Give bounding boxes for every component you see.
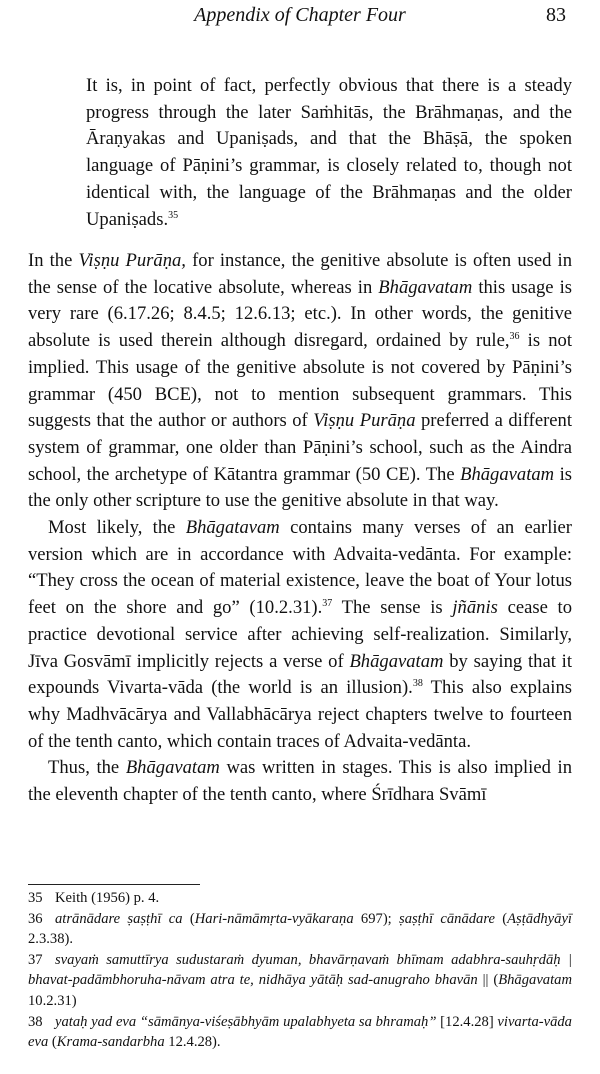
italic-span: Viṣṇu Purāṇa,	[78, 250, 186, 271]
text-span: is not implied. This usage of the genitive absolute is not covered by Pāṇini’s grammar (450 BCE), not to mention subsequent grammars. This suggests that the author or authors of	[28, 330, 572, 432]
text-span: cease to practice devotional service after achieving self-realization. Similarly, Jīva Gosvāmī implicitly rejects a verse of	[28, 597, 573, 672]
italic-span: Bhāgatavam	[185, 517, 280, 539]
footnote-italic-span: yataḥ yad eva “sāmānya-viśeṣābhyām upalabhyeta sa bhramaḥ”	[55, 1013, 437, 1030]
footnote-text-span: (	[48, 1034, 57, 1051]
italic-span: Viṣṇu Purāṇa	[313, 410, 416, 432]
paragraph-3	[28, 755, 572, 808]
footnote-ref-38: 38	[412, 678, 423, 690]
text-span: This also explains why Madhvācārya and Vallabhācārya reject chapters twelve to fourteen of the tenth canto, which contain traces of Advaita-vedānta.	[28, 677, 572, 752]
text-span: is the only other scripture to use the genitive absolute in that way.	[28, 463, 572, 512]
footnote-37	[28, 950, 572, 1012]
text-span: The sense is	[332, 597, 453, 619]
footnote-text-span: 2.3.38).	[28, 931, 73, 948]
footnote-text-span: (	[182, 910, 195, 927]
footnote-text-span: 12.4.28).	[164, 1034, 221, 1051]
italic-span: Bhāgavatam	[460, 463, 555, 485]
italic-span: jñānis	[452, 597, 498, 619]
footnote-38	[28, 1012, 572, 1053]
footnote-italic-span: atrānādare ṣaṣṭhī ca	[55, 910, 183, 927]
paragraph-1	[28, 248, 572, 515]
footnote-italic-span: Bhāgavatam	[498, 972, 572, 989]
text-span: preferred a different system of grammar, one older than Pāṇini’s school, such as the Aindra school, the archetype of Kātantra grammar (50 CE). The	[28, 410, 573, 485]
footnote-italic-span: Aṣṭādhyāyī	[507, 910, 572, 927]
footnote-number: 37	[28, 951, 43, 968]
page-header	[0, 4, 600, 30]
footnotes	[28, 888, 572, 1053]
footnote-italic-span: Krama-sandarbha	[56, 1034, 165, 1051]
footnote-text-span: 10.2.31)	[28, 992, 77, 1009]
footnote-ref-37: 37	[322, 597, 333, 609]
footnote-text-span: (	[494, 910, 508, 927]
footnote-text-span: || (	[477, 972, 499, 989]
text-span: contains many verses of an earlier version which are in accordance with Advaita-vedānta. For example: “They cross the ocean of material existence, leave the boat of Your lotus feet on the shore and go” (10.2.31).	[28, 517, 572, 619]
block-quote-text: It is, in point of fact, perfectly obvious that there is a steady progress through the later Saṁhitās, the Brāhmaṇas, and the Āraṇyakas and Upaniṣads, and that the Bhāṣā, the spoken language of Pāṇini’s grammar, is closely related to, though not identical with, the language of the Brāhmaṇas and the older Upaniṣads.	[86, 75, 572, 230]
text-span: In the	[28, 250, 79, 271]
footnote-ref-35: 35	[168, 209, 179, 221]
footnote-text-span: Keith (1956) p. 4.	[55, 890, 160, 906]
footnote-italic-span: svayaṁ samuttīrya sudustaraṁ dyuman, bhavārṇavaṁ bhīmam adabhra-sauhṛdāḥ | bhavat-padāmbhoruha-nāvam atra te, nidhāya yātāḥ sad-anugraho bhavān	[28, 951, 572, 989]
running-head: Appendix of Chapter Four	[194, 4, 406, 26]
footnote-italic-span: Hari-nāmāmṛta-vyākaraṇa	[194, 910, 354, 927]
page-number: 83	[546, 4, 566, 26]
footnote-italic-span: ṣaṣṭhī cānādare	[399, 910, 495, 927]
body-text	[28, 248, 572, 809]
footnote-rule	[28, 884, 200, 885]
text-span: was written in stages. This is also implied in the eleventh chapter of the tenth canto, where Śrīdhara Svāmī	[28, 757, 572, 806]
text-span: by saying that it expounds Vivarta-vāda (the world is an illusion).	[28, 650, 572, 699]
footnote-number: 38	[28, 1013, 43, 1030]
footnote-text-span: 697);	[353, 910, 400, 927]
italic-span: Bhāgavatam	[125, 757, 220, 779]
footnote-number: 36	[28, 910, 43, 927]
block-quote	[86, 73, 572, 233]
footnote-number: 35	[28, 890, 43, 906]
italic-span: Bhāgavatam	[349, 650, 444, 672]
footnote-35	[28, 888, 572, 909]
italic-span: Bhāgavatam	[378, 276, 473, 298]
paragraph-2	[28, 515, 572, 755]
text-span: Most likely, the	[48, 517, 186, 539]
text-span: Thus, the	[48, 757, 126, 779]
footnote-italic-span: vivarta-vāda eva	[28, 1013, 572, 1051]
text-span: this usage is very rare (6.17.26; 8.4.5; 12.6.13; etc.). In other words, the genitive absolute is used therein although disregard, ordained by rule,	[28, 276, 572, 352]
footnote-36	[28, 909, 572, 950]
footnote-ref-36: 36	[509, 330, 520, 342]
text-span: for instance, the genitive absolute is often used in the sense of the locative absolute, whereas in	[28, 250, 572, 298]
footnote-text-span: [12.4.28]	[436, 1013, 498, 1030]
